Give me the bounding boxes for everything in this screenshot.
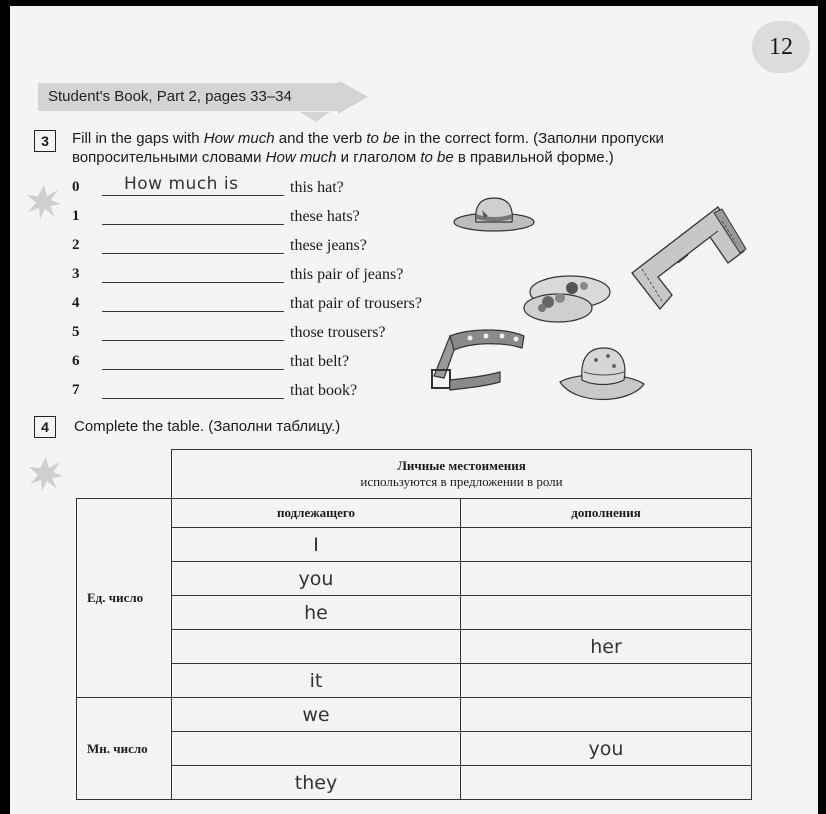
object-cell[interactable] (461, 562, 752, 596)
object-cell[interactable]: you (461, 732, 752, 766)
gap-number: 5 (72, 324, 80, 340)
subject-cell[interactable] (172, 630, 461, 664)
subject-cell[interactable]: it (172, 664, 461, 698)
object-cell[interactable] (461, 596, 752, 630)
gap-item-3 (72, 264, 492, 286)
instr-text: в правильной форме.) (453, 149, 614, 166)
table-header (172, 450, 752, 499)
instr-text: Fill in the gaps with (72, 130, 204, 147)
page-number: 12 (752, 21, 810, 73)
header-line-1: Личные местоимения (397, 458, 526, 473)
table-corner (77, 450, 172, 499)
belt-icon (430, 324, 530, 394)
gap-number: 1 (72, 208, 80, 224)
table-row (77, 766, 752, 800)
object-cell[interactable] (461, 528, 752, 562)
jeans-icon (618, 203, 748, 315)
singular-label: Ед. число (77, 499, 172, 698)
pronoun-table (76, 449, 752, 800)
hat-icon (452, 192, 536, 234)
gap-line[interactable] (102, 253, 284, 254)
gap-answer[interactable]: How much is (124, 174, 239, 194)
instr-text: и глаголом (336, 149, 421, 166)
exercise-4-number: 4 (34, 416, 56, 438)
gap-item-6 (72, 351, 492, 373)
gap-number: 3 (72, 266, 80, 282)
gap-number: 0 (72, 179, 80, 195)
table-row (77, 732, 752, 766)
object-cell[interactable] (461, 698, 752, 732)
gap-phrase: these jeans? (290, 237, 367, 254)
gap-number: 6 (72, 353, 80, 369)
instr-emph: to be (420, 149, 454, 166)
instr-text: and the verb (274, 130, 367, 147)
instr-emph: How much (203, 130, 275, 147)
object-cell[interactable]: her (461, 630, 752, 664)
gap-line[interactable] (102, 224, 284, 225)
table-row (77, 596, 752, 630)
exercise-3-number: 3 (34, 130, 56, 152)
gap-phrase: that belt? (290, 353, 350, 370)
gap-number: 7 (72, 382, 80, 398)
gap-line[interactable] (102, 398, 284, 399)
instr-text: in the correct form. (Заполни пропуски вопросительными словами (72, 130, 664, 166)
table-row (77, 664, 752, 698)
gap-number: 4 (72, 295, 80, 311)
object-cell[interactable] (461, 664, 752, 698)
table-row (77, 630, 752, 664)
subject-cell[interactable]: you (172, 562, 461, 596)
gap-line (102, 195, 284, 196)
section-banner (38, 82, 368, 112)
gap-phrase: these hats? (290, 208, 360, 225)
gap-line[interactable] (102, 311, 284, 312)
instr-emph: to be (366, 130, 400, 147)
banner-label: Student's Book, Part 2, pages 33–34 (48, 88, 292, 105)
exercise-4-instruction: Complete the table. (Заполни таблицу.) (74, 418, 341, 435)
subject-cell[interactable]: I (172, 528, 461, 562)
col-object-header: дополнения (461, 499, 752, 528)
gap-item-0 (72, 174, 492, 199)
subject-cell[interactable]: they (172, 766, 461, 800)
col-subject-header: подлежащего (172, 499, 461, 528)
gap-number: 2 (72, 237, 80, 253)
instr-emph: How much (265, 149, 337, 166)
gap-item-4 (72, 293, 492, 315)
table-row (77, 528, 752, 562)
gap-item-1 (72, 206, 492, 228)
star-icon (26, 184, 62, 220)
object-cell[interactable] (461, 766, 752, 800)
gap-phrase: those trousers? (290, 324, 386, 341)
table-row (77, 562, 752, 596)
plural-label: Мн. число (77, 698, 172, 800)
subject-cell[interactable]: he (172, 596, 461, 630)
gap-line[interactable] (102, 340, 284, 341)
subject-cell[interactable] (172, 732, 461, 766)
gap-phrase: that pair of trousers? (290, 295, 422, 312)
header-line-2: используются в предложении в роли (360, 474, 563, 489)
table-row (77, 698, 752, 732)
gap-item-2 (72, 235, 492, 257)
gap-line[interactable] (102, 282, 284, 283)
gap-item-5 (72, 322, 492, 344)
gap-phrase: this pair of jeans? (290, 266, 404, 283)
subject-cell[interactable]: we (172, 698, 461, 732)
star-icon (28, 456, 64, 492)
gap-phrase: that book? (290, 382, 358, 399)
gap-phrase: this hat? (290, 179, 344, 196)
bucket-hat-icon (556, 342, 648, 412)
gap-line[interactable] (102, 369, 284, 370)
gap-item-7 (72, 380, 492, 402)
hats-icon (520, 266, 612, 328)
exercise-3-instruction (72, 129, 762, 167)
workbook-page (10, 6, 818, 814)
